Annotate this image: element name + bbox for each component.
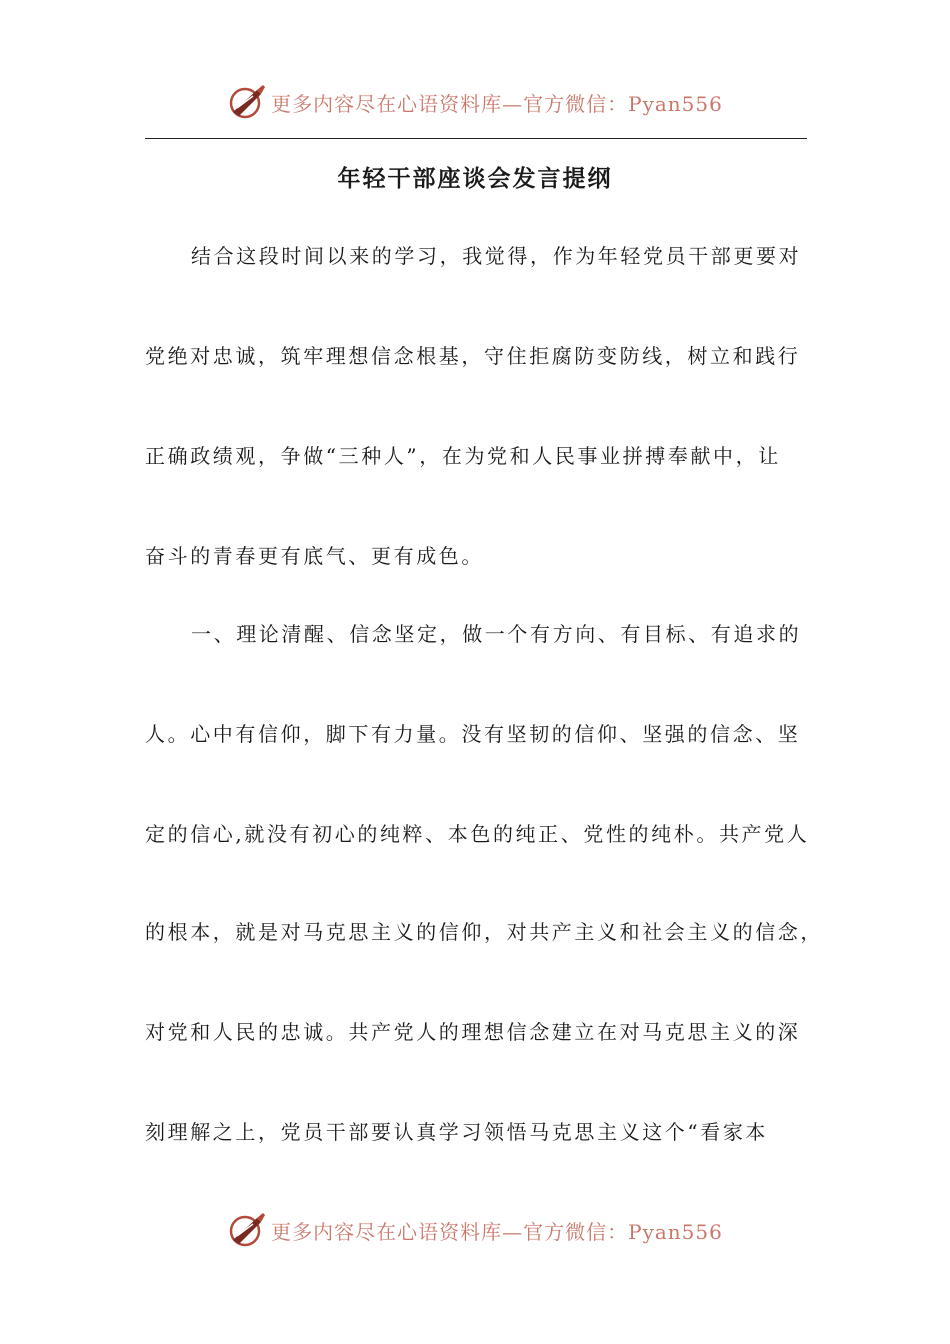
body-line: 的根本，就是对马克思主义的信仰，对共产主义和社会主义的信念， [145,920,823,944]
body-line: 一、理论清醒、信念坚定，做一个有方向、有目标、有追求的 [191,622,802,646]
body-line: 奋斗的青春更有底气、更有成色。 [145,544,484,568]
page-title: 年轻干部座谈会发言提纲 [337,165,613,192]
body-line: 党绝对忠诚，筑牢理想信念根基，守住拒腐防变防线，树立和践行 [145,344,801,368]
body-line: 正确政绩观，争做“三种人”，在为党和人民事业拼搏奉献中，让 [145,444,781,468]
body-line: 对党和人民的忠诚。共产党人的理想信念建立在对马克思主义的深 [145,1020,801,1044]
pen-logo-icon [227,82,267,122]
body-line: 刻理解之上，党员干部要认真学习领悟马克思主义这个“看家本 [145,1120,769,1144]
watermark-wechat-id: Pyan556 [628,91,723,116]
body-line: 定的信心,就没有初心的纯粹、本色的纯正、党性的纯朴。共产党人 [145,822,810,846]
watermark-wechat-id: Pyan556 [628,1219,723,1244]
watermark-text: 更多内容尽在心语资料库—官方微信：Pyan556 [271,1219,723,1244]
body-line: 人。心中有信仰，脚下有力量。没有坚韧的信仰、坚强的信念、坚 [145,722,801,746]
watermark-text: 更多内容尽在心语资料库—官方微信：Pyan556 [271,91,723,116]
header-watermark [0,80,950,124]
header-divider [145,138,807,139]
body-line: 结合这段时间以来的学习，我觉得，作为年轻党员干部更要对 [191,244,802,268]
pen-logo-icon [227,1210,267,1250]
footer-watermark [0,1208,950,1252]
